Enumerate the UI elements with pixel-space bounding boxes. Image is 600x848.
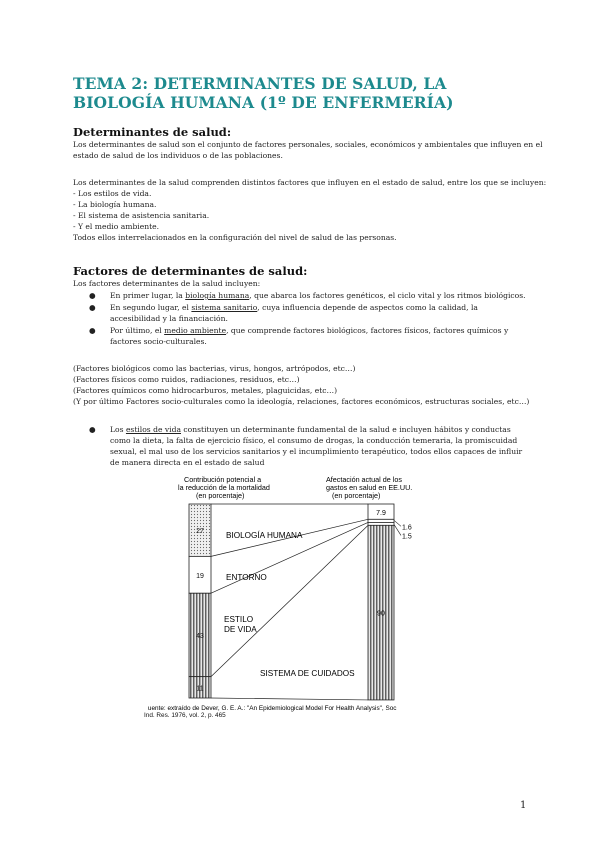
- text-line: Todos ellos interrelacionados en la configuración del nivel de salud de las personas.: [73, 233, 397, 242]
- bar-right-value-entorno: 1.6: [402, 524, 412, 532]
- right-stacked-bar: [368, 504, 412, 700]
- text-line: estado de salud de los individuos o de las poblaciones.: [73, 151, 283, 160]
- note-line: (Factores físicos como ruidos, radiaciones, residuos, etc…): [73, 375, 300, 384]
- note-line: (Factores biológicos como las bacterias, virus, hongos, artrópodos, etc…): [73, 364, 356, 373]
- section-heading-determinantes: Determinantes de salud:: [73, 125, 232, 139]
- term-estilos: estilos de vida: [125, 425, 181, 434]
- note-line: (Factores químicos como hidrocarburos, metales, plaguicidas, etc…): [73, 386, 338, 395]
- bar-left-value-estilo: 43: [196, 632, 204, 640]
- bullet-item: ● Los estilos de vida constituyen un determinante fundamental de la salud e incluyen hábitos y conductas como la dieta, la falta de ejercicio físico, el consumo de drogas, la conducción temeraria, la promiscuidad sexual, el mal uso de los servicios sanitarios y el incumplimiento terapéutico, todos ellos capaces de influir de manera directa en el estado de salud: [89, 425, 523, 467]
- bullet-dot: ●: [89, 326, 96, 335]
- right-header-line: Afectación actual de los: [326, 475, 402, 484]
- text-line: Los determinantes de salud son el conjunto de factores personales, sociales, económicos y ambientales que influyen en el: [73, 140, 543, 149]
- text-line: - Y el medio ambiente.: [73, 222, 160, 231]
- text-line: Los factores determinantes de la salud incluyen:: [73, 279, 261, 288]
- bar-left-value-entorno: 19: [196, 572, 204, 580]
- bar-left-value-biologia: 27: [196, 528, 204, 536]
- bar-right-value-estilo: 1.5: [402, 533, 412, 541]
- text-line: - La biología humana.: [73, 200, 157, 209]
- label-estilo-2: DE VIDA: [224, 625, 257, 634]
- figure-source-line: Fuente: extraído de Dever, G. E. A.: "An Epidemiological Model For Health Analysis", Soc: [148, 705, 397, 712]
- lifestyle-bullet: [73, 424, 528, 469]
- bar-right-estilo: [368, 522, 394, 525]
- factors-bullet-list: [73, 290, 528, 348]
- text-line: Los determinantes de la salud comprenden distintos factores que influyen en el estado de salud, entre los que se incluyen:: [73, 178, 547, 187]
- left-header-line: Contribución potencial a: [184, 475, 262, 484]
- bar-right-entorno: [368, 519, 394, 522]
- text-line: - Los estilos de vida.: [73, 189, 152, 198]
- label-estilo-1: ESTILO: [224, 615, 254, 624]
- page-title: TEMA 2: DETERMINANTES DE SALUD, LA BIOLOGÍA HUMANA (1º DE ENFERMERÍA): [73, 74, 454, 112]
- determinants-figure: [144, 474, 438, 719]
- bullet-item: ● En primer lugar, la biología humana, que abarca los factores genéticos, el ciclo vital y los ritmos biológicos.: [89, 291, 526, 300]
- page-number: 1: [520, 800, 527, 811]
- text-line: - El sistema de asistencia sanitaria.: [73, 211, 210, 220]
- bullet-dot: ●: [89, 291, 96, 300]
- term-sistema: sistema sanitario: [191, 303, 258, 312]
- right-header-line: (en porcentaje): [332, 491, 381, 500]
- figure-source-line-2: Ind. Res. 1976, vol. 2, p. 465: [144, 712, 226, 719]
- bar-right-value-biologia: 7.9: [376, 510, 386, 517]
- term-biologia: biología humana: [185, 291, 250, 300]
- factors-notes: [73, 363, 533, 407]
- left-stacked-bar: [189, 504, 211, 698]
- factors-intro: [73, 278, 533, 289]
- connector-top-sistema: [211, 525, 368, 676]
- right-header-line: gastos en salud en EE.UU.: [326, 483, 413, 492]
- determinants-chart: [148, 474, 438, 714]
- leader-entorno: [394, 520, 401, 526]
- paragraph-determinants-list: [73, 177, 547, 243]
- bar-right-value-sistema: 90: [377, 610, 385, 618]
- bullet-dot: ●: [89, 425, 96, 434]
- bullet-item: ● En segundo lugar, el sistema sanitario, cuya influencia depende de aspectos como la calidad, la accesibilidad y la financiación.: [89, 303, 478, 323]
- section-heading-factores: Factores de determinantes de salud:: [73, 264, 308, 278]
- label-sistema: SISTEMA DE CUIDADOS: [260, 669, 355, 678]
- left-header-line: (en porcentaje): [196, 491, 245, 500]
- bullet-item: ● Por último, el medio ambiente, que comprende factores biológicos, factores físicos, factores químicos y factores socio-culturales.: [89, 326, 509, 346]
- term-medio: medio ambiente: [164, 326, 227, 335]
- paragraph-definition: [73, 139, 543, 161]
- label-entorno: ENTORNO: [226, 573, 267, 582]
- leader-estilo: [394, 524, 401, 535]
- connector-bottom: [211, 698, 368, 700]
- left-header-line: la reducción de la mortalidad: [178, 483, 270, 492]
- bar-left-value-sistema: 11: [196, 685, 204, 693]
- bullet-dot: ●: [89, 303, 96, 312]
- note-line: (Y por último Factores socio-culturales como la ideología, relaciones, factores económicos, estructuras sociales, etc…): [73, 397, 530, 406]
- label-biologia: BIOLOGÍA HUMANA: [226, 531, 303, 540]
